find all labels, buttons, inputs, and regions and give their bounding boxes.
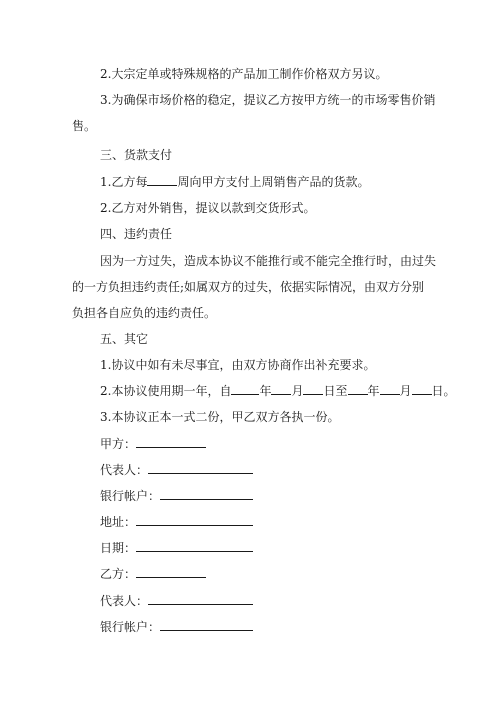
rep-a-blank [148,462,253,474]
start-day-blank [303,383,323,395]
bank-b-field [100,619,253,635]
clause-5-2-month2: 月 [399,384,412,398]
week-blank [147,174,177,186]
address-label: 地址： [100,515,137,529]
clause-5-2-day2: 日。 [431,384,456,398]
section-4-para-line1: 因为一方过失，造成本协议不能推行或不能完全推行时，由过失 [100,254,437,268]
clause-5-2 [100,383,456,399]
clause-2-3-line2: 售。 [72,119,97,133]
rep-a-field [100,462,253,478]
clause-5-1: 1.协议中如有未尽事宜，由双方协商作出补充要求。 [100,358,376,372]
date-blank [136,540,253,552]
rep-a-label: 代表人： [100,463,149,477]
rep-b-blank [148,593,253,605]
clause-3-2: 2.乙方对外销售，提议以款到交货形式。 [100,201,316,215]
party-a-blank [136,436,206,448]
end-month-blank [380,383,400,395]
section-4-para-line2: 的一方负担违约责任;如属双方的过失，依据实际情况，由双方分别 [72,280,425,294]
end-day-blank [412,383,432,395]
start-month-blank [271,383,291,395]
rep-b-field [100,593,253,609]
end-year-blank [348,383,368,395]
start-year-blank [231,383,259,395]
section-5-heading: 五、其它 [100,332,149,346]
clause-2-2: 2.大宗定单或特殊规格的产品加工制作价格双方另议。 [100,67,388,81]
party-b-blank [136,566,206,578]
clause-5-3: 3.本协议正本一式二份，甲乙双方各执一份。 [100,410,340,424]
address-blank [136,514,253,526]
party-a-field [100,436,206,452]
clause-5-2-year1: 年 [259,384,272,398]
rep-b-label: 代表人： [100,594,149,608]
date-label: 日期： [100,541,137,555]
clause-3-1-end: 周向甲方支付上周销售产品的货款。 [177,175,370,189]
clause-5-2-month1: 月 [291,384,304,398]
section-4-para-line3: 负担各自应负的违约责任。 [72,306,217,320]
bank-a-blank [160,488,253,500]
section-3-heading: 三、货款支付 [100,148,173,162]
date-field [100,540,253,556]
section-4-heading: 四、违约责任 [100,227,173,241]
bank-a-field [100,488,253,504]
clause-5-2-year2: 年 [367,384,380,398]
bank-b-label: 银行帐户： [100,620,161,634]
clause-2-3-line1: 3.为确保市场价格的稳定，提议乙方按甲方统一的市场零售价销 [100,93,436,107]
address-field [100,514,253,530]
bank-b-blank [160,619,253,631]
clause-5-2-start: 2.本协议使用期一年，自 [100,384,232,398]
bank-a-label: 银行帐户： [100,489,161,503]
party-b-field [100,566,206,582]
clause-3-1 [100,174,369,190]
party-b-label: 乙方： [100,567,137,581]
party-a-label: 甲方： [100,437,137,451]
clause-3-1-start: 1.乙方每 [100,175,148,189]
clause-5-2-day1: 日至 [323,384,348,398]
